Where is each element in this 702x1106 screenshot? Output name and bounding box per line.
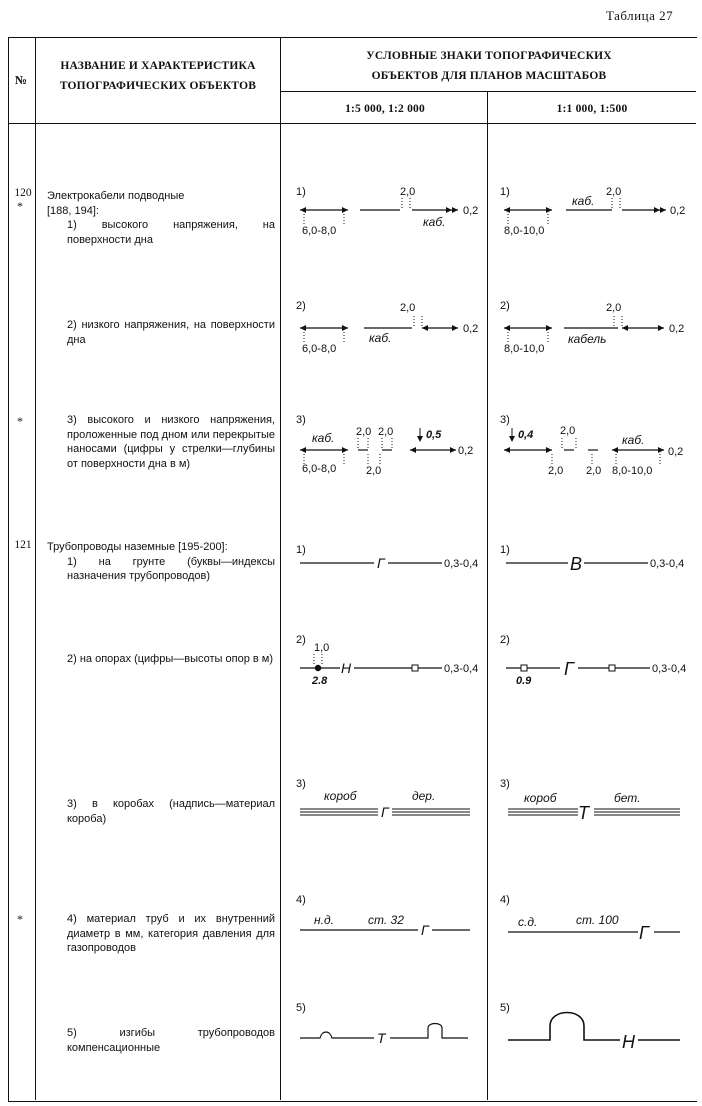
symbol-cable-high-large <box>282 180 488 240</box>
label-20: 2,0 <box>586 465 602 477</box>
row-121-item-4-star: * <box>17 912 23 926</box>
label-n1: 1) <box>296 544 306 556</box>
label-0304: 0,3-0,4 <box>652 663 687 675</box>
label-G: Г <box>377 555 385 571</box>
arrow-head <box>504 447 510 453</box>
arrow-head <box>342 325 348 331</box>
label-G: Г <box>564 659 574 679</box>
symbol-cable-high-small <box>488 180 696 240</box>
row-120-title <box>47 189 275 247</box>
label-02: 0,2 <box>463 323 479 335</box>
label-n1: 1) <box>500 186 510 198</box>
col-divider-scale <box>487 91 488 1100</box>
arrow-head <box>546 325 552 331</box>
label-kab: каб. <box>622 433 645 447</box>
label-02: 0,2 <box>458 445 474 457</box>
arrow-head <box>300 325 306 331</box>
label-04: 0,4 <box>518 429 534 441</box>
label-n2: 2) <box>296 300 306 312</box>
header-name-line1: НАЗВАНИЕ И ХАРАКТЕРИСТИКА <box>60 60 256 72</box>
support-box <box>521 665 527 671</box>
support-box <box>412 665 418 671</box>
symbol-cable-low-large <box>282 294 488 356</box>
arrow-head <box>546 207 552 213</box>
label-02: 0,2 <box>669 323 685 335</box>
label-80100: 8,0-10,0 <box>504 343 545 355</box>
arrow-head <box>300 207 306 213</box>
symbol-pipe-bends-large <box>282 996 488 1056</box>
label-N: Н <box>622 1032 635 1052</box>
arrow-head <box>342 447 348 453</box>
symbol-pipe-bends-small <box>488 996 696 1062</box>
label-28: 2.8 <box>312 675 328 687</box>
label-10: 1,0 <box>314 642 330 654</box>
label-T: Т <box>377 1030 386 1046</box>
table-caption: Таблица 27 <box>606 8 674 23</box>
row-121-title-text: Трубопроводы наземные [195-200]: <box>47 541 228 553</box>
arrow-head <box>504 207 510 213</box>
arrow-head <box>504 325 510 331</box>
arrow-head <box>622 325 628 331</box>
label-n5: 5) <box>500 1002 510 1014</box>
symbol-pipe-material-small <box>488 888 696 948</box>
label-20: 2,0 <box>400 302 416 314</box>
label-kab: каб. <box>312 431 335 445</box>
label-st100: ст. 100 <box>576 913 619 927</box>
arrow-head <box>612 447 618 453</box>
arrow-head <box>422 325 428 331</box>
arrow-head <box>509 436 515 442</box>
label-n3: 3) <box>296 778 306 790</box>
label-korob: короб <box>524 791 557 805</box>
symbol-pipe-ground-large <box>282 538 488 584</box>
row-121-item-2: 2) на опорах (цифры—высоты опор в м) <box>67 653 273 665</box>
arrow-head <box>417 436 423 442</box>
label-n3: 3) <box>296 414 306 426</box>
label-20: 2,0 <box>560 425 576 437</box>
symbol-pipe-supports-small <box>488 628 696 688</box>
label-der: дер. <box>412 789 436 803</box>
label-kab: каб. <box>369 331 392 345</box>
label-G: Г <box>421 922 429 938</box>
label-20: 2,0 <box>356 426 372 438</box>
arrow-head <box>660 207 666 213</box>
support-dot <box>315 665 321 671</box>
arrow-head <box>654 207 660 213</box>
label-02: 0,2 <box>670 205 686 217</box>
row-120-star: * <box>17 199 23 213</box>
header-scale-large: 1:5 000, 1:2 000 <box>345 103 425 115</box>
support-box <box>609 665 615 671</box>
arrow-head <box>658 447 664 453</box>
label-n2: 2) <box>500 300 510 312</box>
label-n1: 1) <box>296 186 306 198</box>
row-121-item-1: 1) на грунте (буквы—индексы назначения трубопроводов) <box>67 555 275 582</box>
header-signs <box>282 46 696 86</box>
label-6080: 6,0-8,0 <box>302 225 337 237</box>
label-02: 0,2 <box>463 205 479 217</box>
label-0304: 0,3-0,4 <box>444 558 479 570</box>
header-bottom-divider <box>9 123 696 124</box>
label-80100: 8,0-10,0 <box>612 465 653 477</box>
col-divider-name <box>280 37 281 1100</box>
arrow-head <box>546 447 552 453</box>
arrow-head <box>658 325 664 331</box>
label-n3: 3) <box>500 414 510 426</box>
row-120-refs: [188, 194]: <box>47 204 99 217</box>
row-number-120: 120 <box>14 187 32 199</box>
label-sd: с.д. <box>518 915 538 929</box>
label-0304: 0,3-0,4 <box>444 663 479 675</box>
label-bet: бет. <box>614 791 641 805</box>
row-121-item-3: 3) в коробах (надпись—материал короба) <box>67 798 275 825</box>
label-20: 2,0 <box>606 186 622 198</box>
row-120-item-3-star: * <box>17 414 23 428</box>
label-n4: 4) <box>500 894 510 906</box>
label-kabel: кабель <box>568 332 607 346</box>
row-number-121: 121 <box>14 539 32 551</box>
label-V: В <box>570 554 583 574</box>
row-120-title-text: Электрокабели подводные <box>47 190 185 202</box>
label-20: 2,0 <box>606 302 622 314</box>
header-name <box>36 56 280 96</box>
label-80100: 8,0-10,0 <box>504 225 545 237</box>
label-n2: 2) <box>296 634 306 646</box>
bend-line <box>508 1013 620 1041</box>
label-n3: 3) <box>500 778 510 790</box>
row-121-item-5: 5) изгибы трубопроводов компенсационные <box>67 1027 275 1054</box>
header-sub-divider <box>281 91 696 92</box>
label-0304: 0,3-0,4 <box>650 558 685 570</box>
symbol-pipe-boxed-small <box>488 772 696 832</box>
arrow-head <box>450 447 456 453</box>
header-name-line2: ТОПОГРАФИЧЕСКИХ ОБЪЕКТОВ <box>59 80 257 92</box>
row-120-item-3: 3) высокого и низкого напряжения, проложенные под дном или перекрытые наносами (цифры у стрелки—глубины от поверхности дна в м) <box>67 414 275 470</box>
symbol-cable-buried-large <box>282 408 488 480</box>
label-G: Г <box>639 923 649 943</box>
label-N: Н <box>341 660 352 676</box>
col-divider-num <box>35 37 36 1100</box>
bend-line <box>390 1024 468 1039</box>
row-121-item-4: 4) материал труб и их внутренний диаметр в мм, категория давления для газопроводов <box>67 913 275 954</box>
label-st32: ст. 32 <box>368 913 404 927</box>
header-num: № <box>14 73 28 87</box>
label-n2: 2) <box>500 634 510 646</box>
label-kab: каб. <box>423 215 446 229</box>
header-signs-line1: УСЛОВНЫЕ ЗНАКИ ТОПОГРАФИЧЕСКИХ <box>366 50 612 62</box>
label-20: 2,0 <box>400 186 416 198</box>
arrow-head <box>452 325 458 331</box>
arrow-head <box>300 447 306 453</box>
row-120-item-1: 1) высокого напряжения, на поверхности дна <box>67 219 275 246</box>
label-05: 0,5 <box>426 429 442 441</box>
row-120-item-2: 2) низкого напряжения, на поверхности дна <box>67 319 275 346</box>
label-T: Т <box>578 803 589 823</box>
arrow-head <box>452 207 458 213</box>
symbol-pipe-supports-large <box>282 628 488 688</box>
label-02: 0,2 <box>668 446 684 458</box>
label-korob: короб <box>324 789 357 803</box>
label-kab: каб. <box>572 194 595 208</box>
symbol-pipe-material-large <box>282 888 488 948</box>
label-n1: 1) <box>500 544 510 556</box>
label-20: 2,0 <box>548 465 564 477</box>
label-6080: 6,0-8,0 <box>302 463 337 475</box>
label-n4: 4) <box>296 894 306 906</box>
arrow-head <box>446 207 452 213</box>
arrow-head <box>410 447 416 453</box>
label-nd: н.д. <box>314 913 334 927</box>
arrow-head <box>342 207 348 213</box>
header-signs-line2: ОБЪЕКТОВ ДЛЯ ПЛАНОВ МАСШТАБОВ <box>371 70 607 82</box>
symbol-cable-buried-small <box>488 408 696 480</box>
label-20: 2,0 <box>366 465 382 477</box>
label-n5: 5) <box>296 1002 306 1014</box>
label-G: Г <box>381 804 389 820</box>
label-6080: 6,0-8,0 <box>302 343 337 355</box>
label-09: 0.9 <box>516 675 532 687</box>
symbol-pipe-boxed-large <box>282 772 488 832</box>
label-20: 2,0 <box>378 426 394 438</box>
bend-line <box>300 1032 374 1038</box>
symbol-pipe-ground-small <box>488 538 696 584</box>
row-121-title <box>47 540 275 584</box>
symbol-cable-low-small <box>488 294 696 356</box>
header-scale-small: 1:1 000, 1:500 <box>556 103 628 115</box>
